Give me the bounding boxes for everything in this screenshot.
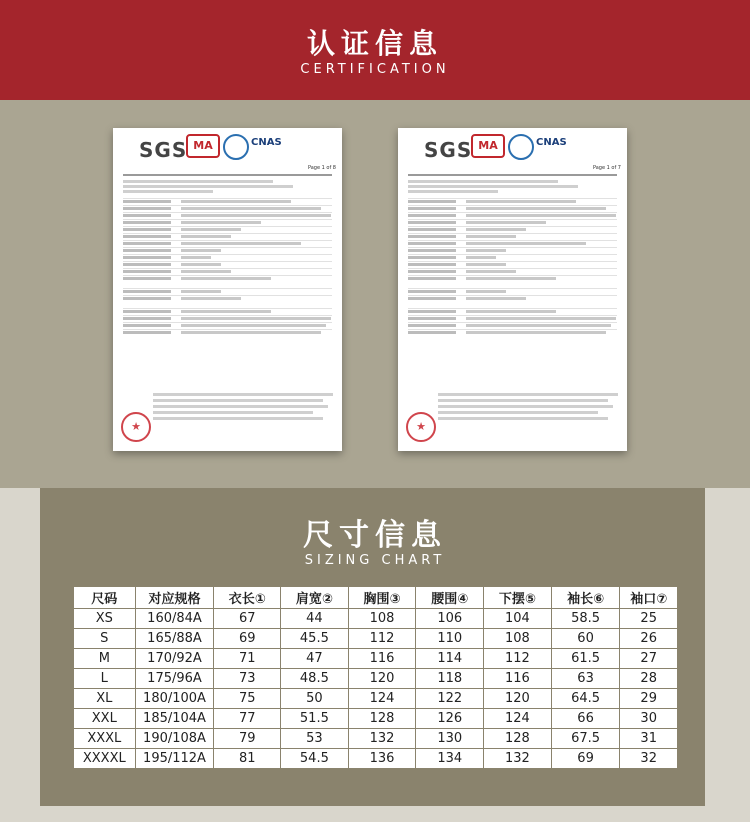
measure-cell: 118 — [416, 669, 484, 689]
measure-cell: 124 — [348, 689, 416, 709]
report-row — [408, 212, 617, 218]
measure-cell: 126 — [416, 709, 484, 729]
table-row — [74, 669, 678, 689]
measure-cell: 112 — [484, 649, 552, 669]
report-row — [123, 268, 332, 274]
report-row — [123, 329, 332, 335]
measure-cell: 58.5 — [551, 609, 620, 629]
report-text-line — [153, 405, 328, 408]
measure-cell: 132 — [484, 749, 552, 769]
measure-cell: 50 — [281, 689, 349, 709]
report-row — [408, 329, 617, 335]
table-row — [74, 649, 678, 669]
report-row — [123, 261, 332, 267]
table-header-row — [74, 587, 678, 609]
official-seal-icon: ★ — [406, 412, 436, 442]
report-text-line — [123, 180, 273, 183]
column-header: 尺码 — [74, 587, 136, 609]
report-text-line — [123, 185, 293, 188]
column-header: 衣长① — [214, 587, 281, 609]
measure-cell: 29 — [620, 689, 678, 709]
report-row — [123, 254, 332, 260]
report-row — [408, 240, 617, 246]
measure-cell: 67 — [214, 609, 281, 629]
report-row — [123, 226, 332, 232]
measure-cell: 27 — [620, 649, 678, 669]
size-cell: XL — [74, 689, 136, 709]
sizing-table — [73, 586, 678, 769]
report-row — [408, 295, 617, 301]
table-row — [74, 749, 678, 769]
report-text-line — [438, 417, 608, 420]
ilac-badge-icon — [508, 134, 534, 160]
divider — [408, 174, 617, 176]
measure-cell: 116 — [484, 669, 552, 689]
measure-cell: 122 — [416, 689, 484, 709]
official-seal-icon: ★ — [121, 412, 151, 442]
column-header: 胸围③ — [348, 587, 416, 609]
measure-cell: 120 — [484, 689, 552, 709]
divider — [123, 174, 332, 176]
report-header — [113, 128, 342, 172]
table-row — [74, 709, 678, 729]
measure-cell: 180/100A — [135, 689, 214, 709]
report-row — [408, 275, 617, 281]
report-text-line — [153, 393, 333, 396]
column-header: 袖口⑦ — [620, 587, 678, 609]
size-cell: L — [74, 669, 136, 689]
measure-cell: 67.5 — [551, 729, 620, 749]
measure-cell: 116 — [348, 649, 416, 669]
measure-cell: 53 — [281, 729, 349, 749]
measure-cell: 69 — [214, 629, 281, 649]
measure-cell: 77 — [214, 709, 281, 729]
report-row — [123, 295, 332, 301]
measure-cell: 108 — [348, 609, 416, 629]
measure-cell: 44 — [281, 609, 349, 629]
certification-subtitle: CERTIFICATION — [300, 62, 450, 77]
measure-cell: 51.5 — [281, 709, 349, 729]
column-header: 肩宽② — [281, 587, 349, 609]
measure-cell: 73 — [214, 669, 281, 689]
report-row — [123, 233, 332, 239]
measure-cell: 160/84A — [135, 609, 214, 629]
cnas-logo: CNAS — [536, 137, 567, 148]
ilac-badge-icon — [223, 134, 249, 160]
report-row — [123, 288, 332, 294]
report-row — [123, 198, 332, 204]
report-text-line — [408, 180, 558, 183]
report-page-number: Page 1 of 7 — [592, 165, 621, 171]
report-text-line — [438, 411, 598, 414]
report-text-line — [153, 411, 313, 414]
report-text-line — [123, 190, 213, 193]
measure-cell: 104 — [484, 609, 552, 629]
measure-cell: 69 — [551, 749, 620, 769]
report-row — [408, 288, 617, 294]
column-header: 下摆⑤ — [484, 587, 552, 609]
table-row — [74, 689, 678, 709]
measure-cell: 110 — [416, 629, 484, 649]
measure-cell: 45.5 — [281, 629, 349, 649]
measure-cell: 120 — [348, 669, 416, 689]
measure-cell: 28 — [620, 669, 678, 689]
test-report-image — [398, 128, 627, 451]
size-cell: XXXL — [74, 729, 136, 749]
sizing-title: 尺寸信息 — [303, 518, 447, 553]
sizing-subtitle: SIZING CHART — [304, 553, 446, 568]
report-row — [408, 308, 617, 314]
report-row — [408, 247, 617, 253]
table-body — [74, 609, 678, 769]
measure-cell: 195/112A — [135, 749, 214, 769]
report-row — [123, 315, 332, 321]
table-row — [74, 729, 678, 749]
measure-cell: 31 — [620, 729, 678, 749]
size-cell: S — [74, 629, 136, 649]
sgs-logo: SGS — [139, 138, 188, 162]
measure-cell: 30 — [620, 709, 678, 729]
cnas-logo: CNAS — [251, 137, 282, 148]
measure-cell: 175/96A — [135, 669, 214, 689]
measure-cell: 64.5 — [551, 689, 620, 709]
test-report-image — [113, 128, 342, 451]
measure-cell: 170/92A — [135, 649, 214, 669]
measure-cell: 185/104A — [135, 709, 214, 729]
measure-cell: 130 — [416, 729, 484, 749]
report-row — [408, 198, 617, 204]
report-row — [408, 233, 617, 239]
measure-cell: 71 — [214, 649, 281, 669]
table-row — [74, 629, 678, 649]
report-row — [408, 261, 617, 267]
column-header: 腰围④ — [416, 587, 484, 609]
size-cell: M — [74, 649, 136, 669]
report-header — [398, 128, 627, 172]
measure-cell: 75 — [214, 689, 281, 709]
report-row — [408, 254, 617, 260]
measure-cell: 128 — [348, 709, 416, 729]
size-cell: XS — [74, 609, 136, 629]
report-row — [123, 240, 332, 246]
report-row — [123, 212, 332, 218]
report-row — [123, 247, 332, 253]
measure-cell: 190/108A — [135, 729, 214, 749]
measure-cell: 81 — [214, 749, 281, 769]
report-text-line — [408, 185, 578, 188]
measure-cell: 66 — [551, 709, 620, 729]
measure-cell: 54.5 — [281, 749, 349, 769]
report-text-line — [438, 393, 618, 396]
measure-cell: 124 — [484, 709, 552, 729]
measure-cell: 63 — [551, 669, 620, 689]
report-row — [408, 315, 617, 321]
certification-title: 认证信息 — [306, 27, 443, 60]
measure-cell: 26 — [620, 629, 678, 649]
measure-cell: 47 — [281, 649, 349, 669]
measure-cell: 134 — [416, 749, 484, 769]
report-text-line — [153, 417, 323, 420]
measure-cell: 114 — [416, 649, 484, 669]
measure-cell: 132 — [348, 729, 416, 749]
measure-cell: 25 — [620, 609, 678, 629]
measure-cell: 136 — [348, 749, 416, 769]
measure-cell: 60 — [551, 629, 620, 649]
measure-cell: 48.5 — [281, 669, 349, 689]
report-text-line — [408, 190, 498, 193]
measure-cell: 108 — [484, 629, 552, 649]
report-row — [408, 268, 617, 274]
size-cell: XXL — [74, 709, 136, 729]
sgs-logo: SGS — [424, 138, 473, 162]
measure-cell: 165/88A — [135, 629, 214, 649]
measure-cell: 112 — [348, 629, 416, 649]
measure-cell: 32 — [620, 749, 678, 769]
report-row — [408, 322, 617, 328]
size-cell: XXXXL — [74, 749, 136, 769]
report-row — [408, 226, 617, 232]
report-row — [123, 322, 332, 328]
table-row — [74, 609, 678, 629]
report-row — [123, 205, 332, 211]
measure-cell: 61.5 — [551, 649, 620, 669]
report-row — [123, 308, 332, 314]
column-header: 对应规格 — [135, 587, 214, 609]
measure-cell: 106 — [416, 609, 484, 629]
ma-mark-icon: MA — [186, 134, 220, 158]
measure-cell: 79 — [214, 729, 281, 749]
report-text-line — [153, 399, 323, 402]
measure-cell: 128 — [484, 729, 552, 749]
report-row — [408, 219, 617, 225]
report-text-line — [438, 405, 613, 408]
report-row — [123, 219, 332, 225]
report-row — [123, 275, 332, 281]
report-page-number: Page 1 of 8 — [307, 165, 336, 171]
report-row — [408, 205, 617, 211]
ma-mark-icon: MA — [471, 134, 505, 158]
report-text-line — [438, 399, 608, 402]
column-header: 袖长⑥ — [551, 587, 620, 609]
